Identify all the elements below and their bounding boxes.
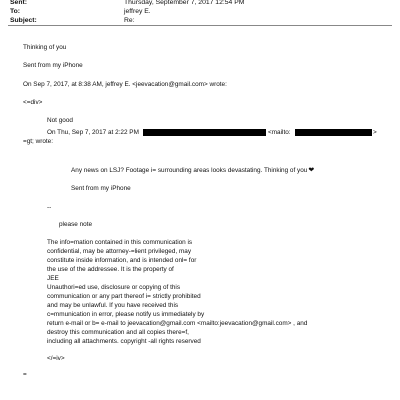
subject-label: Subject: [10,17,37,24]
news-line-text: Any news on LSJ? Footage i= surrounding areas looks devastating. Thinking of you [71,167,308,174]
to-label: To: [10,8,21,15]
trailing-equals: = [23,371,27,378]
disclaimer-line: c=mmunication in error, please notify us immediately by [47,311,205,318]
to-value: jeffrey E. [124,8,151,15]
div-open-tag: <=div> [23,99,43,106]
nested-mailto: <mailto: [268,129,291,136]
redaction-bar [295,129,372,136]
nested-intro: On Thu, Sep 7, 2017 at 2:22 PM [47,129,139,136]
news-line [71,167,314,175]
quote-intro: On Sep 7, 2017, at 8:38 AM, jeffrey E. <jeevacation@gmail.com> wrote: [23,81,227,88]
disclaimer-line: The info=mation contained in this communication is [47,239,193,246]
heart-emoji-icon: ❤ [308,167,315,174]
disclaimer-line: destroy this communication and all copies there=f, [47,329,189,336]
disclaimer-line: the use of the addressee. It is the property of [47,266,174,273]
sent-label: Sent: [10,0,27,6]
disclaimer-line: Unauthori=ed use, disclosure or copying of this [47,284,181,291]
disclaimer-line: constitute inside information, and is intended onl= for [47,257,197,264]
disclaimer-line: return e-mail or b= e-mail to jeevacation@gmail.com <mailto:jeevacation@gmail.com> , and [47,320,308,327]
disclaimer-line: JEE [47,275,59,282]
not-good-text: Not good [47,117,73,124]
signature-dash: -- [47,204,52,211]
body-sent-from-iphone: Sent from my iPhone [23,62,83,69]
disclaimer-line: including all attachments. copyright -all rights reserved [47,338,201,345]
sent-value: Thursday, September 7, 2017 12:54 PM [124,0,245,6]
please-note: please note [59,221,93,228]
redaction-bar [143,129,266,136]
nested-sent-from-iphone: Sent from my iPhone [71,185,131,192]
div-close-tag: </=iv> [47,355,65,362]
nested-gt: > [373,129,377,136]
disclaimer-line: communication or any part thereof i= strictly prohibited [47,293,201,300]
subject-value: Re: [124,17,135,24]
body-thinking-of-you: Thinking of you [23,44,67,51]
disclaimer-line: confidential, may be attorney-=lient privileged, may [47,248,192,255]
header-divider [8,25,392,26]
disclaimer-line: and may be unlawful. If you have received this [47,302,179,309]
nested-wrote: =gt; wrote: [23,138,54,145]
